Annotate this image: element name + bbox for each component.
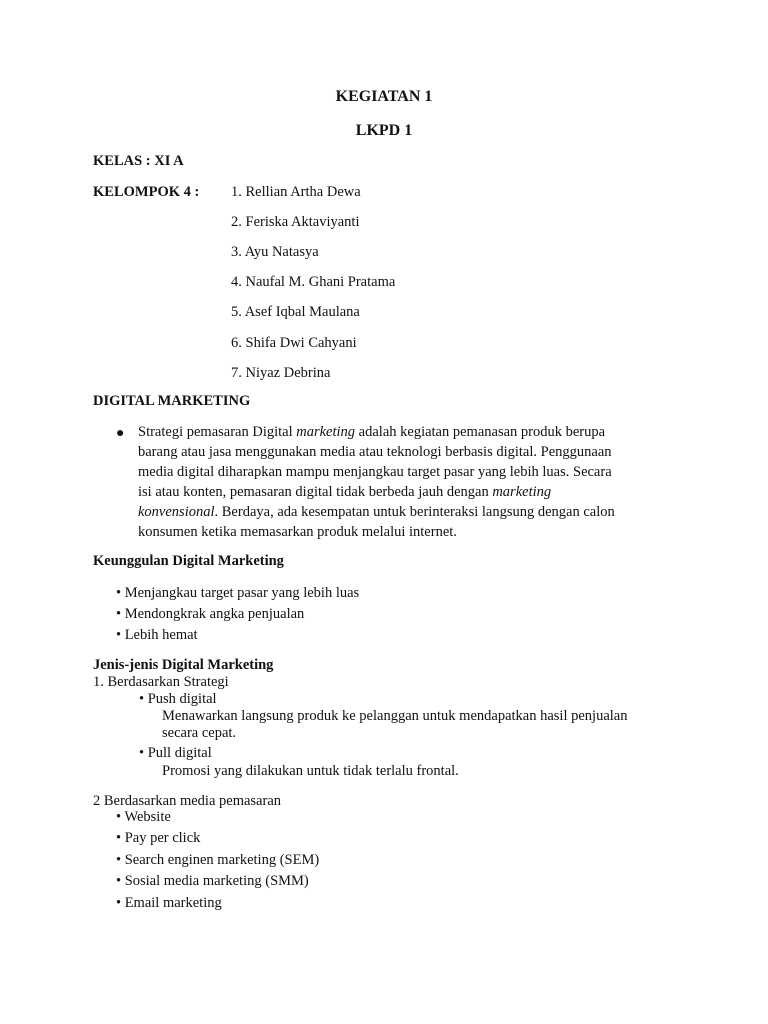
paragraph-line bbox=[138, 522, 658, 542]
definition-paragraph bbox=[138, 422, 658, 542]
group-label: KELOMPOK 4 : bbox=[93, 184, 200, 200]
pull-digital-description: Promosi yang dilakukan untuk tidak terlalu frontal. bbox=[162, 763, 459, 779]
push-digital-description: secara cepat. bbox=[162, 725, 237, 741]
page-title: KEGIATAN 1 bbox=[335, 88, 433, 105]
italic-term: marketing bbox=[492, 484, 552, 500]
class-label: KELAS : XI A bbox=[93, 153, 184, 169]
text-run: Strategi pemasaran Digital bbox=[138, 424, 297, 440]
member-item: 7. Niyaz Debrina bbox=[231, 365, 331, 381]
list-item: • Website bbox=[116, 809, 171, 825]
member-item: 2. Feriska Aktaviyanti bbox=[231, 214, 360, 230]
subsection-strategi: 1. Berdasarkan Strategi bbox=[93, 674, 229, 690]
text-run: konsumen ketika memasarkan produk melalui internet. bbox=[138, 524, 457, 540]
member-item: 6. Shifa Dwi Cahyani bbox=[231, 335, 357, 351]
text-run: isi atau konten, pemasaran digital tidak berbeda jauh dengan bbox=[138, 484, 493, 500]
member-item: 5. Asef Iqbal Maulana bbox=[231, 304, 360, 320]
list-item: • Mendongkrak angka penjualan bbox=[116, 606, 305, 622]
paragraph-line bbox=[138, 502, 658, 522]
member-item: 4. Naufal M. Ghani Pratama bbox=[231, 274, 396, 290]
text-run: . Berdaya, ada kesempatan untuk berinteraksi langsung dengan calon bbox=[214, 504, 615, 520]
list-item-push-digital: • Push digital bbox=[139, 691, 217, 707]
member-item: 1. Rellian Artha Dewa bbox=[231, 184, 361, 200]
page-subtitle: LKPD 1 bbox=[355, 122, 413, 139]
text-run: barang atau jasa menggunakan media atau teknologi berbasis digital. Penggunaan bbox=[138, 444, 612, 460]
paragraph-line bbox=[138, 442, 658, 462]
member-item: 3. Ayu Natasya bbox=[231, 244, 319, 260]
paragraph-line bbox=[138, 422, 658, 442]
list-item: • Menjangkau target pasar yang lebih luas bbox=[116, 585, 360, 601]
list-item: • Pay per click bbox=[116, 830, 201, 846]
list-item: • Search enginen marketing (SEM) bbox=[116, 852, 320, 868]
text-run: adalah kegiatan pemanasan produk berupa bbox=[355, 424, 606, 440]
italic-term: marketing bbox=[296, 424, 356, 440]
list-item: • Email marketing bbox=[116, 895, 222, 911]
italic-term: konvensional bbox=[138, 504, 215, 520]
subsection-media: 2 Berdasarkan media pemasaran bbox=[93, 793, 282, 809]
section-heading-digital-marketing: DIGITAL MARKETING bbox=[93, 393, 251, 409]
list-item: • Lebih hemat bbox=[116, 627, 198, 643]
bullet-icon: ● bbox=[116, 426, 125, 441]
paragraph-line bbox=[138, 482, 658, 502]
list-item-pull-digital: • Pull digital bbox=[139, 745, 212, 761]
text-run: media digital diharapkan mampu menjangkau target pasar yang lebih luas. Secara bbox=[138, 464, 612, 480]
section-heading-jenis: Jenis-jenis Digital Marketing bbox=[93, 657, 274, 673]
push-digital-description: Menawarkan langsung produk ke pelanggan untuk mendapatkan hasil penjualan bbox=[162, 708, 628, 724]
list-item: • Sosial media marketing (SMM) bbox=[116, 873, 309, 889]
section-heading-keunggulan: Keunggulan Digital Marketing bbox=[93, 553, 284, 569]
paragraph-line bbox=[138, 462, 658, 482]
